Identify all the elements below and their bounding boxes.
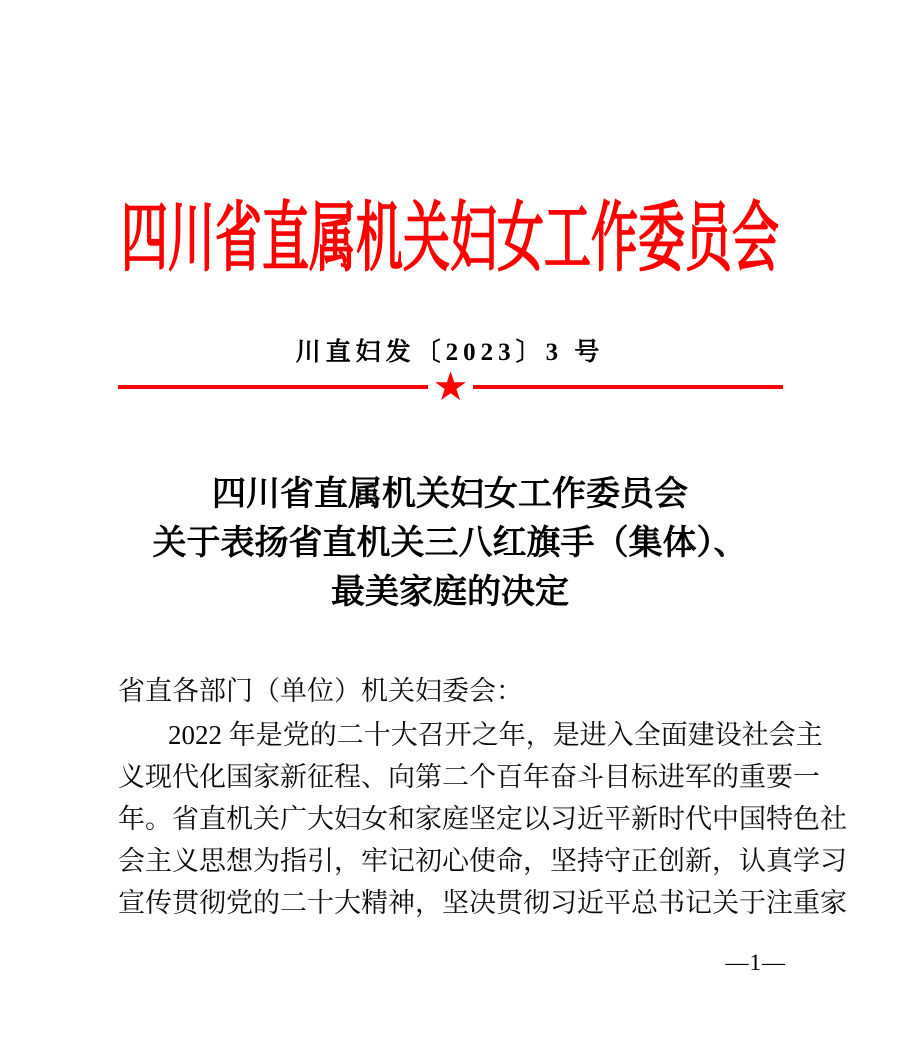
body-line: 会主义思想为指引，牢记初心使命，坚持守正创新，认真学习 [118, 846, 847, 876]
body-line: 宣传贯彻党的二十大精神，坚决贯彻习近平总书记关于注重家 [118, 888, 847, 918]
doc-title-line-2: 关于表扬省直机关三八红旗手（集体）、 [152, 525, 748, 562]
separator-rule [118, 364, 783, 410]
star-icon: ★ [432, 364, 469, 410]
letterhead [0, 192, 900, 282]
body-line: 年。省直机关广大妇女和家庭坚定以习近平新时代中国特色社 [118, 804, 847, 834]
document-body [118, 670, 847, 924]
rule-left-segment [118, 385, 428, 389]
document-title [0, 470, 900, 617]
document-number: 川直妇发〔2023〕3 号 [295, 339, 605, 366]
doc-title-line-3: 最美家庭的决定 [331, 574, 569, 611]
salutation: 省直各部门（单位）机关妇委会： [118, 676, 523, 706]
letterhead-title: 四川省直属机关妇女工作委员会 [121, 197, 779, 282]
page-number: —1— [725, 950, 786, 975]
body-line: 2022 年是党的二十大召开之年，是进入全面建设社会主 [168, 720, 823, 750]
body-line: 义现代化国家新征程、向第二个百年奋斗目标进军的重要一 [118, 762, 820, 792]
rule-right-segment [473, 385, 783, 389]
doc-title-line-1: 四川省直属机关妇女工作委员会 [212, 476, 688, 513]
